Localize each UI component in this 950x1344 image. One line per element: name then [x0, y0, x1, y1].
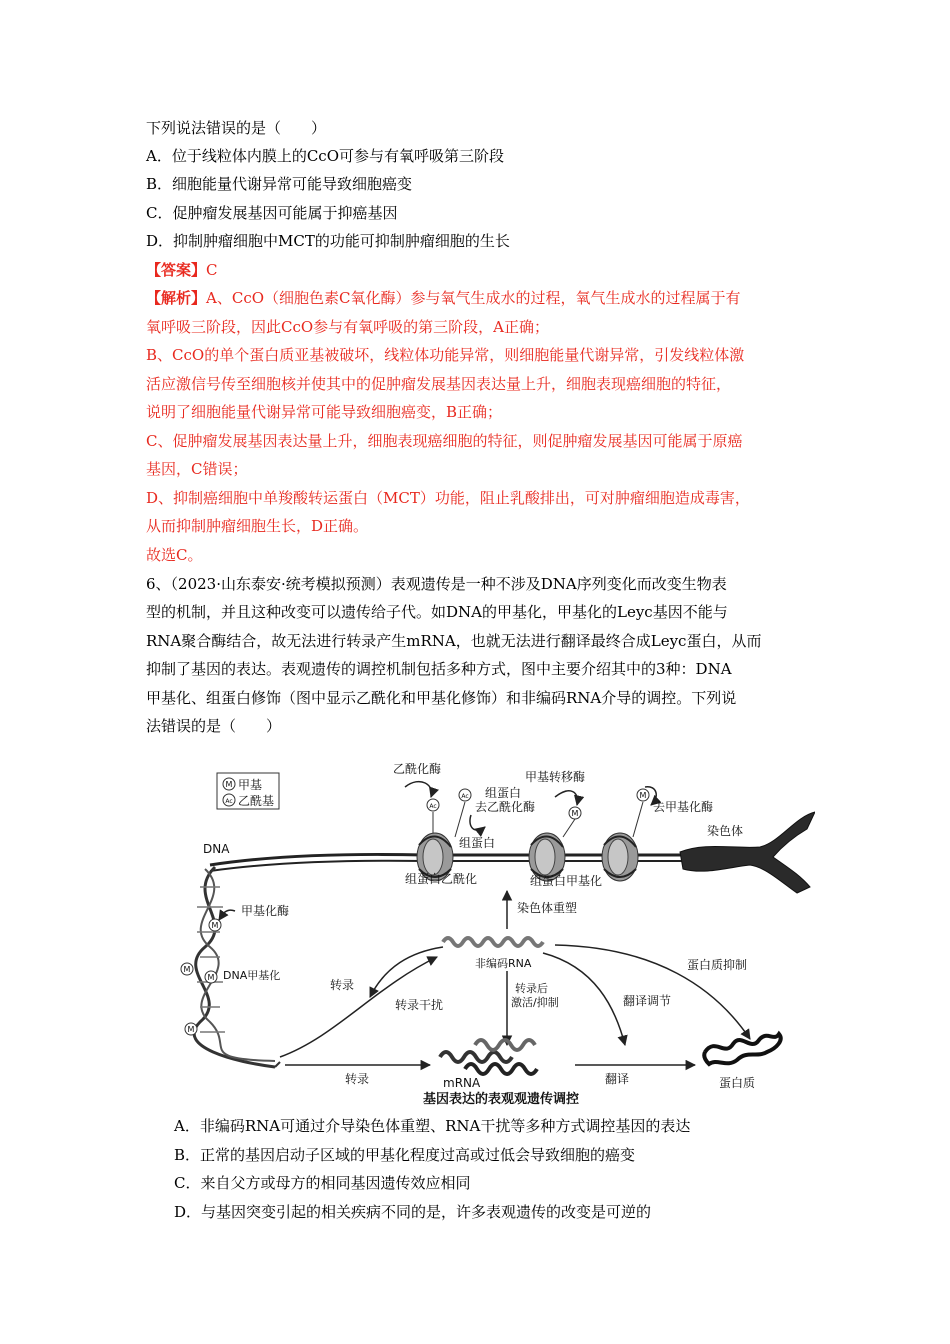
chromatin-remodeling-label: 染色体重塑: [517, 901, 578, 915]
methyl-symbol: M: [225, 780, 233, 789]
demethylase-label: 去甲基化酶: [653, 800, 714, 814]
q5-conclusion: 故选C。: [146, 546, 203, 564]
epigenetic-regulation-diagram: [175, 757, 815, 1105]
transcription-bottom-label: 转录: [345, 1072, 370, 1086]
analysis-tag: 【解析】: [146, 289, 207, 307]
translation-regulation-label: 翻译调节: [623, 994, 672, 1008]
q5-analysis-line: B、CcO的单个蛋白质亚基被破坏，线粒体功能异常，则细胞能量代谢异常，引发线粒体激: [146, 346, 745, 364]
chromosome-label: 染色体: [707, 824, 744, 838]
q5-answer: [146, 260, 218, 280]
deacetylase-label-2: 去乙酰化酶: [475, 800, 536, 814]
legend-acetyl-label: 乙酰基: [238, 794, 275, 808]
q6-stem-line: RNA聚合酶结合，故无法进行转录产生mRNA，也就无法进行翻译最终合成Leyc蛋白，从而: [146, 632, 762, 650]
figure-caption: 基因表达的表观观遗传调控: [423, 1092, 580, 1105]
q5-analysis-line: C、促肿瘤发展基因表达量上升，细胞表现癌细胞的特征，则促肿瘤发展基因可能属于原癌: [146, 432, 743, 450]
q6-option-d: D．与基因突变引起的相关疾病不同的是，许多表观遗传的改变是可逆的: [174, 1203, 652, 1221]
q6-option-c: C．来自父方或母方的相同基因遗传效应相同: [174, 1174, 471, 1192]
mrna-label: mRNA: [443, 1076, 481, 1090]
methyl-symbol: M: [639, 791, 647, 800]
nucleosome-demethylated: [602, 833, 638, 881]
q5-analysis-line: 氧呼吸三阶段，因此CcO参与有氧呼吸的第三阶段，A正确；: [146, 318, 550, 336]
post-transcription-label-1: 转录后: [515, 982, 548, 995]
analysis-text: A、CcO（细胞色素C氧化酶）参与氧气生成水的过程，氧气生成水的过程属于有: [206, 289, 741, 307]
methyl-symbol: M: [211, 921, 219, 930]
legend-methyl-label: 甲基: [238, 778, 263, 792]
dna-methylation-label: DNA甲基化: [223, 969, 281, 982]
q5-option-a: A．位于线粒体内膜上的CcO可参与有氧呼吸第三阶段: [146, 147, 505, 165]
q6-stem-line: 抑制了基因的表达。表观遗传的调控机制包括多种方式，图中主要介绍其中的3种：DNA: [146, 660, 732, 678]
q5-stem: 下列说法错误的是（ ）: [146, 119, 327, 137]
q5-analysis-line: 基因，C错误；: [146, 460, 248, 478]
answer-value: C: [206, 261, 218, 279]
protein-shape: [704, 1034, 780, 1064]
ncrna-strand: [443, 938, 543, 946]
transcription-top-label: 转录: [330, 978, 355, 992]
answer-tag: 【答案】: [146, 261, 207, 279]
translation-label: 翻译: [605, 1072, 630, 1086]
acetyl-symbol: Ac: [429, 803, 437, 810]
mrna-strands: [440, 1040, 537, 1074]
methylase-label: 甲基化酶: [241, 904, 290, 918]
transcription-interference-label: 转录干扰: [395, 998, 444, 1012]
methyl-symbol: M: [571, 809, 579, 818]
ncrna-label: 非编码RNA: [475, 957, 532, 970]
histone-methylation-label: 组蛋白甲基化: [530, 874, 603, 888]
post-transcription-label-2: 激活/抑制: [511, 996, 559, 1009]
q6-stem-line: 法错误的是（ ）: [146, 717, 282, 735]
histone-label: 组蛋白: [459, 836, 496, 850]
chromosome-shape: [680, 812, 815, 893]
methyltransferase-label: 甲基转移酶: [525, 770, 586, 784]
q5-analysis-line: [146, 288, 741, 308]
q5-analysis-line: 活应激信号传至细胞核并使其中的促肿瘤发展基因表达量上升，细胞表现癌细胞的特征，: [146, 375, 732, 393]
q6-stem-line: 型的机制，并且这种改变可以遗传给子代。如DNA的甲基化，甲基化的Leyc基因不能与: [146, 603, 728, 621]
q6-option-b: B．正常的基因启动子区域的甲基化程度过高或过低会导致细胞的癌变: [174, 1146, 636, 1164]
acetyl-symbol: Ac: [225, 798, 233, 805]
q5-analysis-line: 说明了细胞能量代谢异常可能导致细胞癌变，B正确；: [146, 403, 503, 421]
dna-label: DNA: [203, 842, 230, 856]
protein-label: 蛋白质: [719, 1076, 756, 1090]
q5-analysis-line: 从而抑制肿瘤细胞生长，D正确。: [146, 517, 369, 535]
methyl-symbol: M: [207, 973, 215, 982]
q5-analysis-line: D、抑制癌细胞中单羧酸转运蛋白（MCT）功能，阻止乳酸排出，可对肿瘤细胞造成毒害，: [146, 489, 750, 507]
q6-stem-line: 甲基化、组蛋白修饰（图中显示乙酰化和甲基化修饰）和非编码RNA介导的调控。下列说: [146, 689, 737, 707]
protein-inhibition-label: 蛋白质抑制: [687, 958, 748, 972]
methyl-symbol: M: [183, 965, 191, 974]
methyl-symbol: M: [187, 1025, 195, 1034]
q6-stem-line: 6、（2023·山东泰安·统考模拟预测）表观遗传是一种不涉及DNA序列变化而改变生物表: [146, 575, 727, 593]
deacetylase-label-1: 组蛋白: [485, 786, 522, 800]
dna-strand: [194, 854, 715, 1067]
legend: [217, 773, 279, 809]
q5-option-b: B．细胞能量代谢异常可能导致细胞癌变: [146, 175, 413, 193]
q5-option-c: C．促肿瘤发展基因可能属于抑癌基因: [146, 204, 398, 222]
q5-option-d: D．抑制肿瘤细胞中MCT的功能可抑制肿瘤细胞的生长: [146, 232, 510, 250]
histone-acetylation-label: 组蛋白乙酰化: [405, 872, 478, 886]
acetyl-symbol: Ac: [461, 793, 469, 800]
q6-option-a: A．非编码RNA可通过介导染色体重塑、RNA干扰等多种方式调控基因的表达: [174, 1117, 691, 1135]
acetylase-label: 乙酰化酶: [393, 762, 442, 776]
